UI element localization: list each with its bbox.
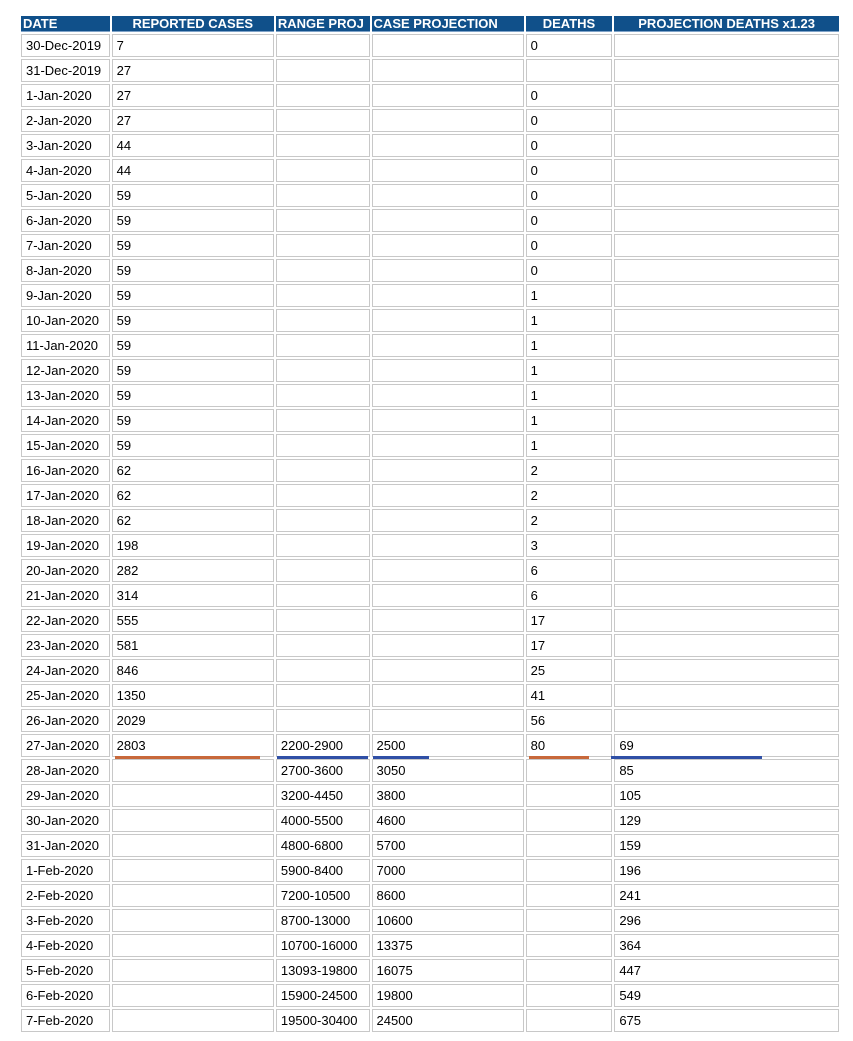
range-proj-cell: 10700-16000 [276,934,370,957]
range-proj-cell [276,234,370,257]
range-proj-cell [276,584,370,607]
range-proj-cell [276,259,370,282]
date-cell: 7-Jan-2020 [21,234,110,257]
range-proj-cell [276,209,370,232]
deaths-cell: 2 [526,459,613,482]
case-projection-cell [372,59,524,82]
deaths-cell [526,909,613,932]
projection-deaths-cell [614,609,839,632]
case-projection-cell: 16075 [372,959,524,982]
projection-deaths-cell [614,159,839,182]
header-date: DATE [21,16,110,32]
date-cell: 1-Feb-2020 [21,859,110,882]
reported-cases-cell [112,984,274,1007]
deaths-cell: 17 [526,634,613,657]
case-projection-cell: 7000 [372,859,524,882]
table-row [21,184,839,207]
projection-deaths-cell: 364 [614,934,839,957]
reported-cases-cell: 27 [112,84,274,107]
case-projection-cell [372,209,524,232]
date-cell: 4-Feb-2020 [21,934,110,957]
table-row [21,1009,839,1032]
deaths-cell: 56 [526,709,613,732]
range-proj-cell [276,509,370,532]
range-proj-cell [276,84,370,107]
projection-deaths-cell: 105 [614,784,839,807]
header-deaths: DEATHS [526,16,613,32]
table-row [21,384,839,407]
deaths-cell [526,959,613,982]
reported-cases-cell [112,759,274,782]
table-row [21,759,839,782]
table-row [21,609,839,632]
table-row [21,784,839,807]
deaths-cell: 6 [526,584,613,607]
deaths-cell: 25 [526,659,613,682]
reported-cases-cell: 198 [112,534,274,557]
case-projection-cell [372,184,524,207]
case-projection-cell [372,484,524,507]
reported-cases-cell: 27 [112,109,274,132]
deaths-cell: 0 [526,184,613,207]
projection-deaths-cell [614,709,839,732]
date-cell: 1-Jan-2020 [21,84,110,107]
reported-cases-cell: 44 [112,159,274,182]
table-row [21,959,839,982]
table-row [21,734,839,757]
case-projection-cell: 3800 [372,784,524,807]
range-proj-cell [276,459,370,482]
projection-deaths-cell [614,509,839,532]
table-body [21,34,839,1032]
projection-deaths-cell [614,309,839,332]
table-row [21,709,839,732]
deaths-cell: 0 [526,259,613,282]
date-cell: 25-Jan-2020 [21,684,110,707]
date-cell: 20-Jan-2020 [21,559,110,582]
date-cell: 30-Dec-2019 [21,34,110,57]
projection-deaths-cell: 69 [614,734,839,757]
table-row [21,534,839,557]
reported-cases-cell: 59 [112,384,274,407]
range-proj-cell: 8700-13000 [276,909,370,932]
projection-deaths-cell [614,234,839,257]
reported-cases-cell [112,959,274,982]
deaths-cell [526,934,613,957]
reported-cases-cell: 59 [112,309,274,332]
table-row [21,809,839,832]
table-row [21,334,839,357]
range-proj-cell [276,534,370,557]
range-proj-cell: 3200-4450 [276,784,370,807]
date-cell: 12-Jan-2020 [21,359,110,382]
date-cell: 15-Jan-2020 [21,434,110,457]
projection-deaths-cell [614,134,839,157]
reported-cases-cell: 44 [112,134,274,157]
deaths-cell: 0 [526,209,613,232]
projection-deaths-cell [614,659,839,682]
case-projection-cell [372,309,524,332]
range-proj-cell: 7200-10500 [276,884,370,907]
date-cell: 26-Jan-2020 [21,709,110,732]
deaths-cell: 80 [526,734,613,757]
range-proj-cell: 2700-3600 [276,759,370,782]
projection-deaths-cell [614,84,839,107]
table-row [21,84,839,107]
date-cell: 30-Jan-2020 [21,809,110,832]
table-row [21,834,839,857]
deaths-cell: 0 [526,34,613,57]
projection-deaths-cell [614,584,839,607]
table-row [21,509,839,532]
case-projection-cell [372,434,524,457]
reported-cases-cell: 59 [112,284,274,307]
projection-deaths-cell: 447 [614,959,839,982]
reported-cases-cell: 581 [112,634,274,657]
deaths-cell: 0 [526,134,613,157]
deaths-cell: 3 [526,534,613,557]
reported-cases-cell: 7 [112,34,274,57]
projection-deaths-cell [614,559,839,582]
reported-cases-cell: 59 [112,359,274,382]
reported-cases-cell [112,859,274,882]
projection-deaths-cell [614,534,839,557]
case-projection-cell [372,684,524,707]
range-proj-cell [276,134,370,157]
projection-deaths-cell: 159 [614,834,839,857]
projection-deaths-cell [614,209,839,232]
range-proj-cell [276,309,370,332]
projection-deaths-cell [614,109,839,132]
case-projection-cell: 24500 [372,1009,524,1032]
projection-deaths-cell: 241 [614,884,839,907]
reported-cases-cell: 1350 [112,684,274,707]
deaths-cell: 6 [526,559,613,582]
case-projection-cell [372,609,524,632]
case-projection-cell [372,109,524,132]
case-projection-cell [372,709,524,732]
case-projection-cell: 10600 [372,909,524,932]
date-cell: 17-Jan-2020 [21,484,110,507]
deaths-cell: 1 [526,434,613,457]
range-proj-cell [276,559,370,582]
range-proj-cell: 15900-24500 [276,984,370,1007]
date-cell: 6-Feb-2020 [21,984,110,1007]
table-row [21,134,839,157]
data-table [19,14,841,1034]
table-row [21,984,839,1007]
range-proj-cell [276,284,370,307]
projection-deaths-cell [614,409,839,432]
table-row [21,884,839,907]
date-cell: 19-Jan-2020 [21,534,110,557]
projection-deaths-cell [614,34,839,57]
table-row [21,484,839,507]
range-proj-cell: 2200-2900 [276,734,370,757]
range-proj-cell: 5900-8400 [276,859,370,882]
date-cell: 31-Jan-2020 [21,834,110,857]
date-cell: 18-Jan-2020 [21,509,110,532]
reported-cases-cell [112,884,274,907]
table-row [21,684,839,707]
range-proj-cell: 19500-30400 [276,1009,370,1032]
reported-cases-cell: 27 [112,59,274,82]
deaths-cell [526,984,613,1007]
case-projection-cell: 19800 [372,984,524,1007]
table-row [21,634,839,657]
deaths-cell [526,1009,613,1032]
reported-cases-cell: 59 [112,209,274,232]
reported-cases-cell: 2029 [112,709,274,732]
deaths-cell [526,834,613,857]
projection-deaths-cell: 296 [614,909,839,932]
deaths-cell: 17 [526,609,613,632]
table-row [21,934,839,957]
table-row [21,459,839,482]
date-cell: 3-Jan-2020 [21,134,110,157]
date-cell: 31-Dec-2019 [21,59,110,82]
range-proj-cell: 4000-5500 [276,809,370,832]
table-row [21,159,839,182]
case-projection-cell [372,359,524,382]
date-cell: 21-Jan-2020 [21,584,110,607]
table-row [21,559,839,582]
date-cell: 5-Jan-2020 [21,184,110,207]
reported-cases-cell: 59 [112,334,274,357]
projection-deaths-cell [614,259,839,282]
case-projection-cell [372,284,524,307]
deaths-cell: 1 [526,384,613,407]
date-cell: 29-Jan-2020 [21,784,110,807]
projection-deaths-cell [614,484,839,507]
range-proj-cell [276,59,370,82]
table-row [21,259,839,282]
projection-deaths-cell [614,384,839,407]
case-projection-cell [372,584,524,607]
range-proj-cell: 4800-6800 [276,834,370,857]
deaths-cell [526,784,613,807]
deaths-cell: 0 [526,234,613,257]
projection-deaths-cell [614,634,839,657]
date-cell: 5-Feb-2020 [21,959,110,982]
range-proj-cell [276,684,370,707]
reported-cases-cell [112,809,274,832]
date-cell: 28-Jan-2020 [21,759,110,782]
range-proj-cell [276,484,370,507]
table-row [21,859,839,882]
range-proj-cell [276,609,370,632]
reported-cases-cell: 2803 [112,734,274,757]
projection-deaths-cell [614,459,839,482]
table-row [21,584,839,607]
projection-deaths-cell [614,184,839,207]
deaths-cell: 2 [526,484,613,507]
case-projection-cell [372,159,524,182]
reported-cases-cell: 59 [112,234,274,257]
projection-deaths-cell [614,434,839,457]
range-proj-cell [276,359,370,382]
reported-cases-cell: 282 [112,559,274,582]
date-cell: 7-Feb-2020 [21,1009,110,1032]
case-projection-cell [372,459,524,482]
case-projection-cell: 8600 [372,884,524,907]
deaths-cell: 0 [526,84,613,107]
projection-deaths-cell: 549 [614,984,839,1007]
date-cell: 6-Jan-2020 [21,209,110,232]
date-cell: 9-Jan-2020 [21,284,110,307]
reported-cases-cell: 59 [112,259,274,282]
reported-cases-cell [112,1009,274,1032]
deaths-cell: 2 [526,509,613,532]
case-projection-cell: 5700 [372,834,524,857]
deaths-cell: 1 [526,409,613,432]
table-row [21,409,839,432]
case-projection-cell [372,334,524,357]
header-projection-deaths: PROJECTION DEATHS x1.23 [614,16,839,32]
range-proj-cell [276,109,370,132]
case-projection-cell [372,259,524,282]
table-row [21,659,839,682]
case-projection-cell [372,409,524,432]
case-projection-cell [372,659,524,682]
date-cell: 4-Jan-2020 [21,159,110,182]
deaths-cell: 1 [526,284,613,307]
reported-cases-cell: 62 [112,484,274,507]
date-cell: 2-Feb-2020 [21,884,110,907]
projection-deaths-cell [614,284,839,307]
date-cell: 2-Jan-2020 [21,109,110,132]
reported-cases-cell: 59 [112,184,274,207]
case-projection-cell: 4600 [372,809,524,832]
table-row [21,434,839,457]
reported-cases-cell: 62 [112,459,274,482]
reported-cases-cell: 59 [112,434,274,457]
header-range-proj: RANGE PROJ [276,16,370,32]
case-projection-cell: 13375 [372,934,524,957]
range-proj-cell [276,184,370,207]
deaths-cell [526,809,613,832]
range-proj-cell [276,384,370,407]
range-proj-cell [276,159,370,182]
projection-deaths-cell: 675 [614,1009,839,1032]
header-case-projection: CASE PROJECTION [372,16,524,32]
case-projection-cell [372,84,524,107]
table-row [21,59,839,82]
table-row [21,34,839,57]
table-row [21,909,839,932]
table-row [21,109,839,132]
date-cell: 22-Jan-2020 [21,609,110,632]
reported-cases-cell [112,934,274,957]
case-projection-cell [372,134,524,157]
projection-deaths-cell [614,359,839,382]
projection-deaths-cell: 196 [614,859,839,882]
header-row [21,16,839,32]
range-proj-cell: 13093-19800 [276,959,370,982]
date-cell: 16-Jan-2020 [21,459,110,482]
range-proj-cell [276,634,370,657]
deaths-cell: 1 [526,309,613,332]
projection-deaths-cell [614,59,839,82]
deaths-cell: 1 [526,334,613,357]
date-cell: 10-Jan-2020 [21,309,110,332]
reported-cases-cell [112,784,274,807]
date-cell: 13-Jan-2020 [21,384,110,407]
date-cell: 24-Jan-2020 [21,659,110,682]
deaths-cell: 1 [526,359,613,382]
table-row [21,359,839,382]
date-cell: 3-Feb-2020 [21,909,110,932]
date-cell: 8-Jan-2020 [21,259,110,282]
table-row [21,234,839,257]
reported-cases-cell [112,834,274,857]
range-proj-cell [276,434,370,457]
deaths-cell: 41 [526,684,613,707]
projection-deaths-cell: 129 [614,809,839,832]
case-projection-cell [372,234,524,257]
date-cell: 27-Jan-2020 [21,734,110,757]
table-row [21,284,839,307]
date-cell: 23-Jan-2020 [21,634,110,657]
case-projection-cell [372,559,524,582]
range-proj-cell [276,34,370,57]
table-row [21,209,839,232]
projection-deaths-cell [614,334,839,357]
case-projection-cell [372,384,524,407]
case-projection-cell: 3050 [372,759,524,782]
case-projection-cell [372,534,524,557]
range-proj-cell [276,409,370,432]
case-projection-cell: 2500 [372,734,524,757]
projection-deaths-cell: 85 [614,759,839,782]
reported-cases-cell [112,909,274,932]
deaths-cell: 0 [526,159,613,182]
table-row [21,309,839,332]
range-proj-cell [276,659,370,682]
deaths-cell [526,884,613,907]
deaths-cell [526,59,613,82]
reported-cases-cell: 314 [112,584,274,607]
reported-cases-cell: 555 [112,609,274,632]
range-proj-cell [276,709,370,732]
header-reported-cases: REPORTED CASES [112,16,274,32]
reported-cases-cell: 62 [112,509,274,532]
reported-cases-cell: 59 [112,409,274,432]
range-proj-cell [276,334,370,357]
deaths-cell [526,759,613,782]
case-projection-cell [372,634,524,657]
deaths-cell [526,859,613,882]
case-projection-cell [372,509,524,532]
date-cell: 14-Jan-2020 [21,409,110,432]
deaths-cell: 0 [526,109,613,132]
case-projection-cell [372,34,524,57]
projection-deaths-cell [614,684,839,707]
reported-cases-cell: 846 [112,659,274,682]
date-cell: 11-Jan-2020 [21,334,110,357]
